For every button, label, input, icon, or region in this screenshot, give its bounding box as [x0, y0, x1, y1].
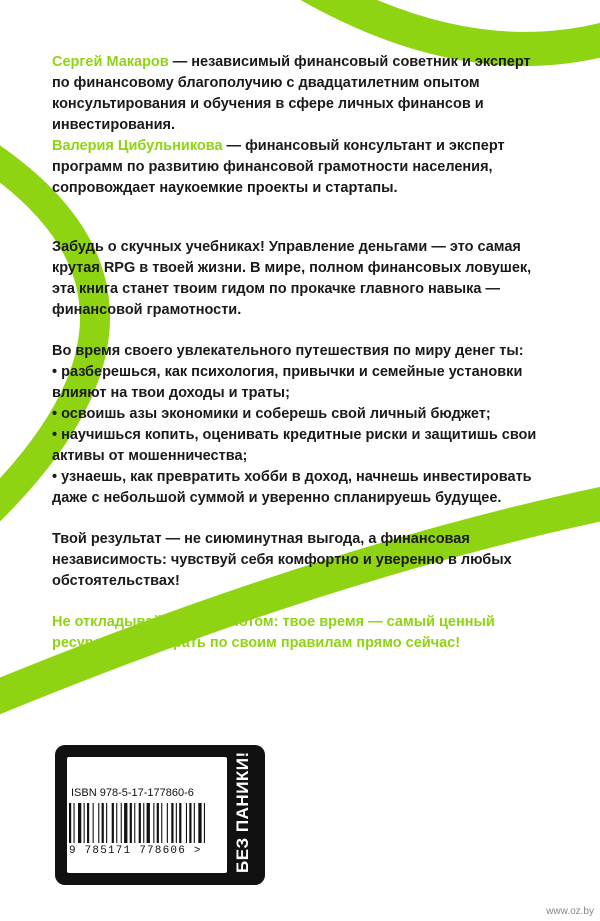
barcode-bar — [98, 803, 99, 843]
back-cover-text — [52, 52, 552, 654]
author-1-bio: — независимый финансовый советник и эксперт по финансовому благополучию с двадцатилетним опытом консультирования и обучения в сфере личных финансов и инвестирования. — [52, 54, 531, 133]
bullet-1: • разберешься, как психология, привычки и семейные установки влияют на твои доходы и траты; — [52, 364, 523, 401]
author-2-bio: — финансовый консультант и эксперт программ по развитию финансовой грамотности населения, сопровождает наукоемкие проекты и стартапы. — [52, 138, 505, 196]
barcode-bar — [153, 803, 154, 843]
author-1 — [52, 52, 552, 136]
barcode-bar — [112, 803, 114, 843]
bullet-4: • узнаешь, как превратить хобби в доход, начнешь инвестировать даже с небольшой суммой и уверенно спланируешь будущее. — [52, 469, 532, 506]
barcode-bar — [116, 803, 117, 843]
publisher-brand: БЕЗ ПАНИКИ! — [233, 751, 252, 873]
barcode-bar — [179, 803, 181, 843]
author-1-name: Сергей Макаров — [52, 54, 169, 70]
result-paragraph: Твой результат — не сиюминутная выгода, а финансовая независимость: чувствуй себя комфортно и уверенно в любых обстоятельствах! — [52, 531, 512, 589]
barcode-bar — [130, 803, 132, 843]
barcode-bar — [194, 803, 195, 843]
barcode-bar — [198, 803, 201, 843]
isbn-label: ISBN 978-5-17-177860-6 — [71, 787, 194, 799]
author-2 — [52, 136, 552, 199]
barcode-frame — [55, 745, 265, 885]
author-2-name: Валерия Цибульникова — [52, 138, 223, 154]
barcode-bar — [84, 803, 85, 843]
barcode-bar — [78, 803, 81, 843]
barcode-bar — [147, 803, 150, 843]
barcode-bar — [87, 803, 89, 843]
barcode-bar — [124, 803, 127, 843]
barcode-bar — [204, 803, 205, 843]
intro-paragraph: Забудь о скучных учебниках! Управление деньгами — это самая крутая RPG в твоей жизни. В мире, полном финансовых ловушек, эта книга станет твоим гидом по прокачке главного навыка — финансовой грамотности. — [52, 239, 532, 318]
barcode-bar — [143, 803, 144, 843]
barcode-bars — [69, 803, 219, 843]
watermark: www.oz.by — [546, 906, 594, 917]
barcode-bar — [167, 803, 168, 843]
barcode-bar — [106, 803, 107, 843]
barcode-bar — [157, 803, 159, 843]
bullet-section — [52, 341, 552, 509]
barcode-bar — [186, 803, 187, 843]
barcode-bar — [121, 803, 122, 843]
barcode-bar — [74, 803, 75, 843]
bullet-intro: Во время своего увлекательного путешествия по миру денег ты: — [52, 343, 524, 359]
barcode-bar — [69, 803, 71, 843]
barcode-bar — [139, 803, 141, 843]
barcode-bar — [171, 803, 173, 843]
call-to-action: Не откладывай квест на потом: твое время — самый ценный ресурс. Начни играть по своим правилам прямо сейчас! — [52, 614, 495, 651]
barcode-bar — [134, 803, 135, 843]
barcode-bar — [161, 803, 162, 843]
barcode-bar — [93, 803, 94, 843]
barcode-digits: 9 785171 778606 > — [69, 845, 202, 857]
top-right-curve — [300, 0, 600, 49]
bullet-3: • научишься копить, оценивать кредитные риски и защитишь свои активы от мошенничества; — [52, 427, 537, 464]
bullet-2: • освоишь азы экономики и соберешь свой личный бюджет; — [52, 406, 491, 422]
barcode-bar — [176, 803, 177, 843]
barcode-bar — [189, 803, 191, 843]
barcode-bar — [102, 803, 104, 843]
